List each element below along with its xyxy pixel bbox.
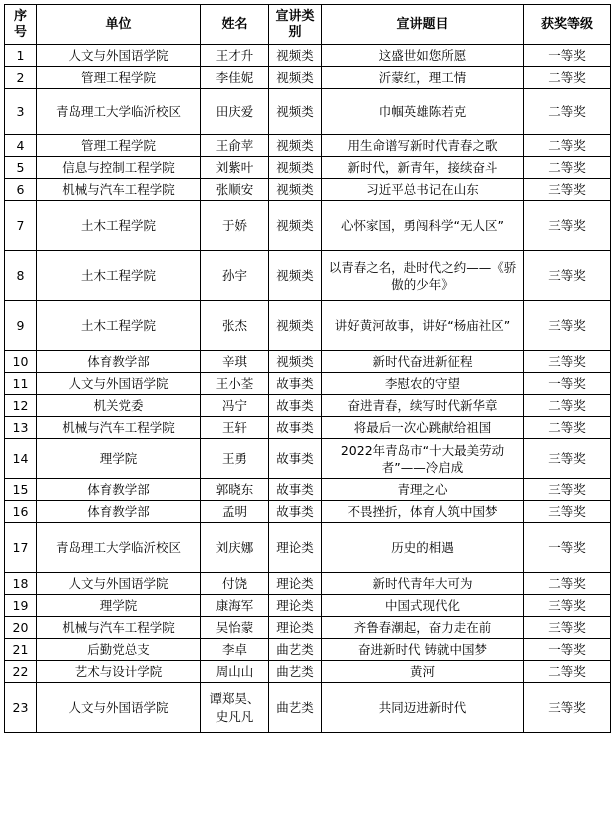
header-name: 姓名 bbox=[201, 5, 269, 45]
cell-name: 郭晓东 bbox=[201, 479, 269, 501]
cell-name: 孟明 bbox=[201, 501, 269, 523]
cell-award: 二等奖 bbox=[524, 573, 611, 595]
cell-category: 故事类 bbox=[269, 395, 322, 417]
cell-award: 三等奖 bbox=[524, 501, 611, 523]
table-row bbox=[5, 395, 611, 417]
cell-unit: 理学院 bbox=[37, 439, 201, 479]
cell-category: 理论类 bbox=[269, 523, 322, 573]
table-row bbox=[5, 617, 611, 639]
cell-unit: 人文与外国语学院 bbox=[37, 573, 201, 595]
cell-category: 故事类 bbox=[269, 479, 322, 501]
table-row bbox=[5, 439, 611, 479]
cell-seq: 11 bbox=[5, 373, 37, 395]
cell-name: 王俞苹 bbox=[201, 135, 269, 157]
cell-unit: 人文与外国语学院 bbox=[37, 373, 201, 395]
cell-seq: 9 bbox=[5, 301, 37, 351]
cell-topic: 巾帼英雄陈若克 bbox=[322, 89, 524, 135]
cell-topic: 以青春之名，赴时代之约——《骄傲的少年》 bbox=[322, 251, 524, 301]
cell-award: 二等奖 bbox=[524, 89, 611, 135]
cell-unit: 理学院 bbox=[37, 595, 201, 617]
cell-seq: 23 bbox=[5, 683, 37, 733]
cell-category: 视频类 bbox=[269, 201, 322, 251]
cell-name: 王勇 bbox=[201, 439, 269, 479]
cell-category: 视频类 bbox=[269, 301, 322, 351]
cell-category: 故事类 bbox=[269, 439, 322, 479]
cell-category: 曲艺类 bbox=[269, 639, 322, 661]
cell-category: 视频类 bbox=[269, 45, 322, 67]
cell-topic: 习近平总书记在山东 bbox=[322, 179, 524, 201]
cell-award: 三等奖 bbox=[524, 301, 611, 351]
cell-category: 视频类 bbox=[269, 89, 322, 135]
table-row bbox=[5, 595, 611, 617]
cell-topic: 新时代青年大可为 bbox=[322, 573, 524, 595]
cell-award: 三等奖 bbox=[524, 201, 611, 251]
cell-award: 一等奖 bbox=[524, 639, 611, 661]
cell-topic: 奋进新时代 铸就中国梦 bbox=[322, 639, 524, 661]
cell-topic: 用生命谱写新时代青春之歌 bbox=[322, 135, 524, 157]
cell-award: 三等奖 bbox=[524, 683, 611, 733]
cell-unit: 信息与控制工程学院 bbox=[37, 157, 201, 179]
cell-name: 李佳妮 bbox=[201, 67, 269, 89]
cell-seq: 8 bbox=[5, 251, 37, 301]
table-row bbox=[5, 523, 611, 573]
header-category: 宣讲类别 bbox=[269, 5, 322, 45]
cell-award: 二等奖 bbox=[524, 67, 611, 89]
cell-seq: 6 bbox=[5, 179, 37, 201]
cell-unit: 机械与汽车工程学院 bbox=[37, 417, 201, 439]
cell-topic: 历史的相遇 bbox=[322, 523, 524, 573]
table-row bbox=[5, 135, 611, 157]
cell-topic: 新时代，新青年，接续奋斗 bbox=[322, 157, 524, 179]
cell-unit: 机械与汽车工程学院 bbox=[37, 617, 201, 639]
cell-award: 三等奖 bbox=[524, 179, 611, 201]
cell-unit: 青岛理工大学临沂校区 bbox=[37, 89, 201, 135]
cell-seq: 12 bbox=[5, 395, 37, 417]
header-seq: 序号 bbox=[5, 5, 37, 45]
cell-unit: 艺术与设计学院 bbox=[37, 661, 201, 683]
cell-seq: 22 bbox=[5, 661, 37, 683]
table-row bbox=[5, 479, 611, 501]
cell-unit: 体育教学部 bbox=[37, 479, 201, 501]
table-row bbox=[5, 89, 611, 135]
cell-award: 三等奖 bbox=[524, 251, 611, 301]
cell-category: 曲艺类 bbox=[269, 683, 322, 733]
cell-seq: 20 bbox=[5, 617, 37, 639]
table-body bbox=[5, 45, 611, 733]
cell-seq: 1 bbox=[5, 45, 37, 67]
cell-award: 三等奖 bbox=[524, 351, 611, 373]
table-row bbox=[5, 251, 611, 301]
table-row bbox=[5, 573, 611, 595]
cell-name: 康海军 bbox=[201, 595, 269, 617]
cell-category: 视频类 bbox=[269, 157, 322, 179]
cell-award: 三等奖 bbox=[524, 439, 611, 479]
cell-category: 理论类 bbox=[269, 595, 322, 617]
cell-name: 周山山 bbox=[201, 661, 269, 683]
cell-award: 二等奖 bbox=[524, 661, 611, 683]
cell-category: 视频类 bbox=[269, 179, 322, 201]
cell-seq: 7 bbox=[5, 201, 37, 251]
cell-unit: 管理工程学院 bbox=[37, 135, 201, 157]
cell-seq: 13 bbox=[5, 417, 37, 439]
cell-seq: 15 bbox=[5, 479, 37, 501]
cell-name: 冯宁 bbox=[201, 395, 269, 417]
cell-award: 一等奖 bbox=[524, 373, 611, 395]
cell-topic: 讲好黄河故事，讲好“杨庙社区” bbox=[322, 301, 524, 351]
cell-unit: 机械与汽车工程学院 bbox=[37, 179, 201, 201]
table-row bbox=[5, 683, 611, 733]
cell-topic: 沂蒙红，理工情 bbox=[322, 67, 524, 89]
cell-unit: 土木工程学院 bbox=[37, 301, 201, 351]
cell-name: 田庆爱 bbox=[201, 89, 269, 135]
cell-name: 张顺安 bbox=[201, 179, 269, 201]
cell-topic: 青理之心 bbox=[322, 479, 524, 501]
header-unit: 单位 bbox=[37, 5, 201, 45]
header-topic: 宣讲题目 bbox=[322, 5, 524, 45]
cell-award: 三等奖 bbox=[524, 617, 611, 639]
cell-unit: 土木工程学院 bbox=[37, 251, 201, 301]
table-row bbox=[5, 301, 611, 351]
cell-category: 视频类 bbox=[269, 251, 322, 301]
table-row bbox=[5, 373, 611, 395]
cell-topic: 共同迈进新时代 bbox=[322, 683, 524, 733]
cell-seq: 18 bbox=[5, 573, 37, 595]
table-row bbox=[5, 45, 611, 67]
cell-unit: 后勤党总支 bbox=[37, 639, 201, 661]
cell-seq: 21 bbox=[5, 639, 37, 661]
cell-topic: 中国式现代化 bbox=[322, 595, 524, 617]
cell-topic: 新时代奋进新征程 bbox=[322, 351, 524, 373]
cell-unit: 体育教学部 bbox=[37, 501, 201, 523]
cell-unit: 青岛理工大学临沂校区 bbox=[37, 523, 201, 573]
cell-name: 李卓 bbox=[201, 639, 269, 661]
table-row bbox=[5, 501, 611, 523]
cell-category: 视频类 bbox=[269, 135, 322, 157]
cell-topic: 李慰农的守望 bbox=[322, 373, 524, 395]
award-table bbox=[4, 4, 611, 733]
header-award: 获奖等级 bbox=[524, 5, 611, 45]
cell-topic: 将最后一次心跳献给祖国 bbox=[322, 417, 524, 439]
cell-topic: 2022年青岛市“十大最美劳动者”——冷启成 bbox=[322, 439, 524, 479]
cell-category: 故事类 bbox=[269, 373, 322, 395]
cell-seq: 17 bbox=[5, 523, 37, 573]
cell-seq: 5 bbox=[5, 157, 37, 179]
cell-seq: 3 bbox=[5, 89, 37, 135]
table-row bbox=[5, 351, 611, 373]
cell-name: 于娇 bbox=[201, 201, 269, 251]
cell-award: 一等奖 bbox=[524, 45, 611, 67]
cell-seq: 14 bbox=[5, 439, 37, 479]
cell-seq: 4 bbox=[5, 135, 37, 157]
table-row bbox=[5, 67, 611, 89]
cell-name: 王小荃 bbox=[201, 373, 269, 395]
cell-topic: 心怀家国，勇闯科学“无人区” bbox=[322, 201, 524, 251]
cell-category: 理论类 bbox=[269, 617, 322, 639]
header-row bbox=[5, 5, 611, 45]
table-row bbox=[5, 157, 611, 179]
cell-category: 故事类 bbox=[269, 501, 322, 523]
cell-category: 视频类 bbox=[269, 351, 322, 373]
table-row bbox=[5, 179, 611, 201]
cell-unit: 土木工程学院 bbox=[37, 201, 201, 251]
cell-seq: 2 bbox=[5, 67, 37, 89]
cell-seq: 16 bbox=[5, 501, 37, 523]
cell-unit: 人文与外国语学院 bbox=[37, 683, 201, 733]
cell-unit: 机关党委 bbox=[37, 395, 201, 417]
cell-award: 二等奖 bbox=[524, 417, 611, 439]
cell-unit: 人文与外国语学院 bbox=[37, 45, 201, 67]
cell-name: 付饶 bbox=[201, 573, 269, 595]
cell-category: 视频类 bbox=[269, 67, 322, 89]
cell-name: 王才升 bbox=[201, 45, 269, 67]
cell-topic: 齐鲁春潮起，奋力走在前 bbox=[322, 617, 524, 639]
cell-name: 刘紫叶 bbox=[201, 157, 269, 179]
cell-award: 一等奖 bbox=[524, 523, 611, 573]
cell-award: 二等奖 bbox=[524, 135, 611, 157]
cell-unit: 体育教学部 bbox=[37, 351, 201, 373]
cell-unit: 管理工程学院 bbox=[37, 67, 201, 89]
cell-name: 张杰 bbox=[201, 301, 269, 351]
cell-topic: 奋进青春，续写时代新华章 bbox=[322, 395, 524, 417]
cell-topic: 不畏挫折，体育人筑中国梦 bbox=[322, 501, 524, 523]
cell-category: 曲艺类 bbox=[269, 661, 322, 683]
cell-award: 三等奖 bbox=[524, 479, 611, 501]
cell-name: 谭郑昊、史凡凡 bbox=[201, 683, 269, 733]
cell-topic: 这盛世如您所愿 bbox=[322, 45, 524, 67]
cell-name: 王轩 bbox=[201, 417, 269, 439]
table-row bbox=[5, 417, 611, 439]
table-row bbox=[5, 639, 611, 661]
cell-name: 辛琪 bbox=[201, 351, 269, 373]
cell-category: 理论类 bbox=[269, 573, 322, 595]
cell-award: 二等奖 bbox=[524, 395, 611, 417]
cell-name: 刘庆娜 bbox=[201, 523, 269, 573]
table-row bbox=[5, 661, 611, 683]
cell-award: 三等奖 bbox=[524, 595, 611, 617]
cell-topic: 黄河 bbox=[322, 661, 524, 683]
cell-name: 吴怡蒙 bbox=[201, 617, 269, 639]
cell-category: 故事类 bbox=[269, 417, 322, 439]
cell-name: 孙宇 bbox=[201, 251, 269, 301]
cell-seq: 10 bbox=[5, 351, 37, 373]
cell-seq: 19 bbox=[5, 595, 37, 617]
cell-award: 二等奖 bbox=[524, 157, 611, 179]
table-row bbox=[5, 201, 611, 251]
